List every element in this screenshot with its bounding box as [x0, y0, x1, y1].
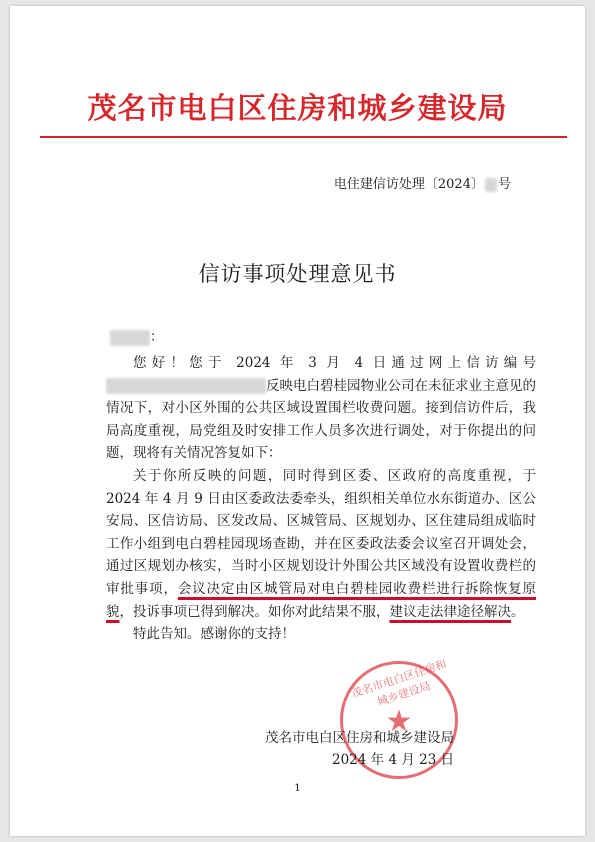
page-number: 1 [294, 783, 301, 794]
addressee [110, 325, 164, 346]
signature-org: 茂名市电白区住房和城乡建设局 [265, 730, 454, 746]
redacted-reference [106, 378, 266, 394]
paragraph-2-text-c: 如你对此结果不服， [268, 603, 390, 620]
doc-number-prefix: 电住建信访处理〔2024〕 [333, 177, 484, 192]
seal-text: 茂名市电白区住房和城乡建设局 [349, 657, 449, 709]
doc-number [334, 173, 511, 192]
red-divider [40, 136, 567, 138]
paragraph-1-text-a: 您好！您于 2024 年 3 月 4 日通过网上信访编号 [133, 355, 536, 371]
paragraph-2 [106, 465, 536, 623]
signature-date: 2024 年 4 月 23 日 [332, 752, 455, 768]
document-title: 信访事项处理意见书 [198, 262, 397, 286]
doc-number-suffix: 号 [497, 177, 511, 192]
redacted-name [110, 330, 150, 346]
paragraph-1-text-b: 反映电白碧桂园物业公司在未征求业主意见的情况下，对小区外围的公共区域设置围栏收费问题。接到信访件后，我局高度重视，局党组及时安排工作人员多次进行调处，对于你提出的问题，现将有关情况答复如下： [106, 377, 536, 462]
seal-star-icon: ★ [385, 704, 413, 739]
addressee-colon: ： [150, 329, 164, 345]
highlight-decision: 会议决定由区城管局对电白碧桂园收费栏进行拆除恢复原貌 [106, 580, 537, 620]
paragraph-2-text-a: 关于你所反映的问题，同时得到区委、区政府的高度重视，于 2024 年 4 月 9 日由区委政法委牵头，组织相关单位水东街道办、区公安局、区信访局、区发改局、区城管局、区规划办、区住建局组成临时工作小组到电白碧桂园现场查勘，并在区委政法委会议室召开调处会，通过区规划办核实，当时小区规划设计外围公共区域没有设置收费栏的审批事项， [106, 467, 536, 597]
document-body [106, 352, 536, 646]
paragraph-2-text-d: 。 [511, 603, 525, 620]
org-title: 茂名市电白区住房和城乡建设局 [87, 91, 508, 125]
document-page [10, 6, 585, 836]
paragraph-3: 特此告知。感谢你的支持！ [133, 626, 295, 643]
redacted-number [485, 178, 497, 192]
paragraph-2-text-b: ，投诉事项已得到解决。 [119, 603, 268, 620]
paragraph-1 [106, 352, 536, 465]
highlight-legal-route: 建议走法律途径解决 [389, 603, 511, 620]
